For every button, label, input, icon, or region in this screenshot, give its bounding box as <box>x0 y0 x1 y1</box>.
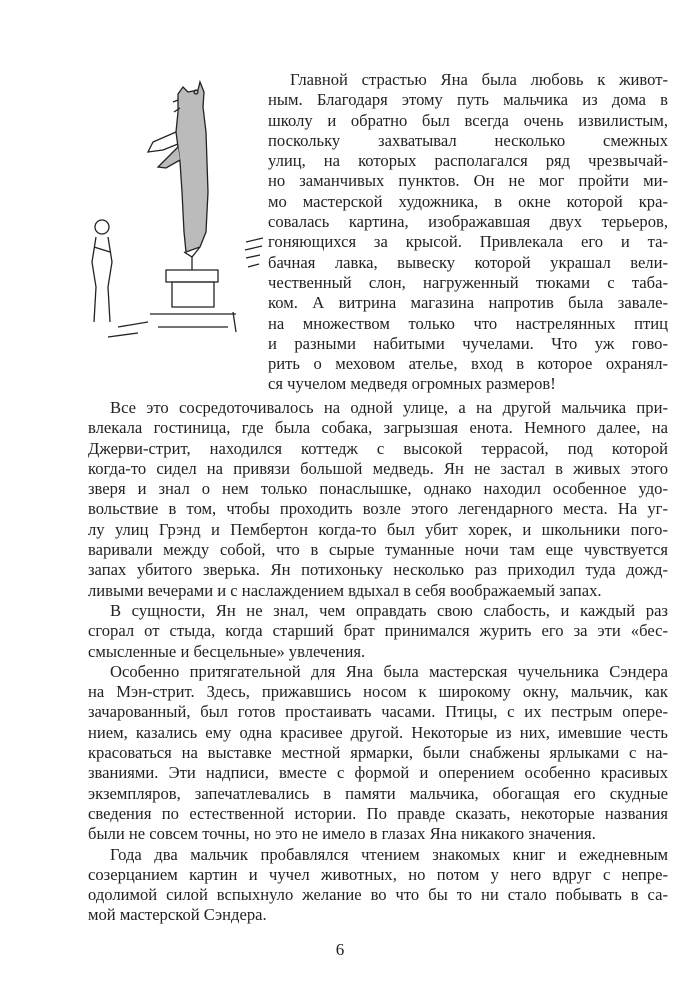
text-line: ливыми вечерами и с наслаждением вдыхал в себя воображаемый запах. <box>88 580 602 600</box>
text-line: были не совсем точны, но это не имело в глазах Яна никакого значения. <box>88 824 596 844</box>
text-line: мо мастерской художника, в окне которой кра- <box>268 191 668 211</box>
bear-figure <box>148 82 208 257</box>
text-line: экземпляров, запечатлевались в памяти мальчика, обогащая его скудные <box>88 783 668 803</box>
text-line: улиц, на которых располагался ряд чрезвычай- <box>268 151 668 171</box>
text-line: вольствие в том, чтобы проходить возле этого легендарного места. На уг- <box>88 499 668 519</box>
text-line: созерцанием картин и чучел животных, но потом у него вдруг с непре- <box>88 864 668 884</box>
text-line: влекала гостиница, где была собака, загрызшая енота. Немного далее, на <box>88 418 668 438</box>
text-line: рить о меховом ателье, вход в которое охранял- <box>268 354 668 374</box>
text-line: В сущности, Ян не знал, чем оправдать свою слабость, и каждый раз <box>110 600 668 620</box>
text-line: ным. Благодаря этому путь мальчика из дома в <box>268 90 668 110</box>
text-line: лу улиц Грэнд и Пембертон когда-то был убит хорек, и школьники пого- <box>88 519 668 539</box>
text-line: Главной страстью Яна была любовь к живот- <box>290 70 668 89</box>
text-line: бачная лавка, вывеску которой украшал вели- <box>268 252 668 272</box>
bear-statue-illustration <box>88 72 263 347</box>
text-line: варивали между собой, что в сырые туманные ночи там еще чувствуется <box>88 540 668 560</box>
text-line: мой мастерской Сэндера. <box>88 905 267 925</box>
paragraph-1 <box>268 70 668 395</box>
text-line: Джерви-стрит, находился коттедж с высокой террасой, под которой <box>88 438 668 458</box>
pedestal <box>150 257 236 332</box>
text-line: зачарованный, был готов простаивать часами. Птицы, с их пестрым опере- <box>88 702 668 722</box>
paragraph-2 <box>88 398 668 601</box>
paragraph-3 <box>88 601 668 662</box>
text-line: сгорал от стыда, когда старший брат принимался журить его за эти «бес- <box>88 621 668 641</box>
text-line: Все это сосредоточивалось на одной улице, а на другой мальчика при- <box>110 398 668 417</box>
text-line: званиями. Эти надписи, вместе с формой и оперением особенно красивых <box>88 763 668 783</box>
text-line: когда-то сидел на привязи большой медведь. Ян не застал в живых этого <box>88 458 668 478</box>
text-line: одолимой силой вспыхнуло желание во что бы то ни стало побывать в са- <box>88 885 668 905</box>
text-line: чественный слон, нагруженный тюками с таба- <box>268 272 668 292</box>
text-line: поскольку захватывал несколько смежных <box>268 130 668 150</box>
text-line: нием, казались ему одна красивее другой. Некоторые из них, имевшие честь <box>88 722 668 742</box>
text-line: ся чучелом медведя огромных размеров! <box>268 374 556 394</box>
text-line: гоняющихся за крысой. Привлекала его и та- <box>268 232 668 252</box>
text-line: запах убитого зверька. Ян потихоньку несколько раз приходил туда дожд- <box>88 560 668 580</box>
text-line: сведения по естественной истории. По правде сказать, некоторые названия <box>88 803 668 823</box>
boy-figure <box>92 220 112 322</box>
paragraph-4 <box>88 662 668 845</box>
text-line: на Мэн-стрит. Здесь, прижавшись носом к широкому окну, мальчик, как <box>88 682 668 702</box>
text-line: но заманчивых пунктов. Он не мог пройти ми- <box>268 171 668 191</box>
text-line: красоваться на выставке местной ярмарки, были снабжены ярлыками с на- <box>88 743 668 763</box>
text-line: зверя и знал о нем только понаслышке, однако находил особенное удо- <box>88 479 668 499</box>
paragraph-5 <box>88 845 668 926</box>
text-line: смысленные и бесцельные» увлечения. <box>88 641 366 661</box>
text-line: совалась картина, изображавшая двух терьеров, <box>268 212 668 232</box>
text-line: школу и обратно был всегда очень извилистым, <box>268 110 668 130</box>
body-text <box>88 398 668 926</box>
text-line: ком. А витрина магазина напротив была завале- <box>268 293 668 313</box>
page-number: 6 <box>335 940 345 959</box>
text-line: Особенно притягательной для Яна была мастерская чучельника Сэндера <box>110 661 668 681</box>
text-line: на множеством только что настрелянных птиц <box>268 313 668 333</box>
text-line: и разными набитыми чучелами. Что уж гово- <box>268 333 668 353</box>
text-line: Года два мальчик пробавлялся чтением знакомых книг и ежедневным <box>110 844 668 864</box>
